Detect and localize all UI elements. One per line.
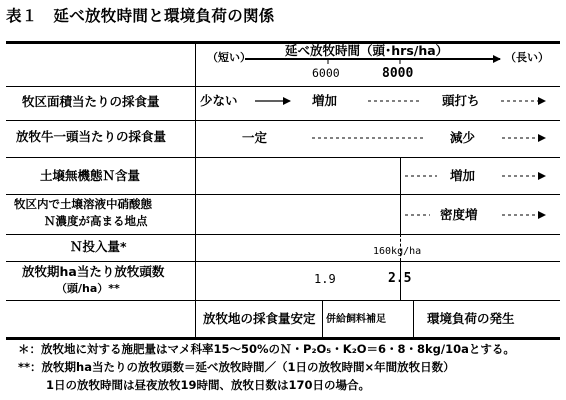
cell-plateau: 頭打ち [442,93,480,108]
short-label: （短い） [207,51,251,64]
stocking-rate-low: 1.9 [314,272,336,286]
row-label-n-input: Ｎ投入量* [70,239,127,254]
row-label-nitrate-location-cont: Ｎ濃度が高まる地点 [44,214,148,228]
cell-increase: 増加 [450,168,476,183]
footnote-fertilizer: ＊：放牧地に対する施肥量はマメ科率15～50%のＮ・P₂O₅・K₂O＝6・8・8kg/10aとする。 [18,342,515,356]
footnote-grazing-hours: 1日の放牧時間は昼夜放牧19時間、放牧日数は170日の場合。 [46,378,371,392]
n-input-value: 160kg/ha [373,246,422,257]
row-label-nitrate-location: 牧区内で土壌溶液中硝酸態 [14,197,152,211]
long-label: （長い） [505,51,549,64]
cell-increase: 増加 [312,93,338,108]
row-label-stocking-rate-unit: （頭/ha）** [56,282,120,295]
tick-6000: 6000 [312,66,340,80]
axis-label: 延べ放牧時間（頭･hrs/ha） [285,43,449,58]
cell-intake-stable: 放牧地の採食量安定 [203,311,316,326]
row-label-stocking-rate: 放牧期ha当たり放牧頭数 [22,264,165,279]
cell-low: 少ない [200,93,238,108]
tick-8000: 8000 [382,66,414,81]
stocking-rate-high: 2.5 [388,271,412,286]
footnote-stocking-formula: **：放牧期ha当たりの放牧頭数＝延べ放牧時間／（1日の放牧時間×年間放牧日数） [18,360,455,374]
row-label-soil-inorganic-n: 土壌無機態Ｎ含量 [40,168,141,183]
cell-environmental-load: 環境負荷の発生 [427,311,515,326]
cell-constant: 一定 [242,130,268,145]
cell-density-increase: 密度増 [440,207,478,222]
table-title: 表１ 延べ放牧時間と環境負荷の関係 [6,7,275,25]
cell-supplement: 併給飼料補足 [326,314,386,325]
cell-decrease: 減少 [450,130,476,145]
row-label-grazing-area-intake: 牧区面積当たりの採食量 [22,94,160,109]
row-label-per-cow-intake: 放牧牛一頭当たりの採食量 [16,129,167,144]
